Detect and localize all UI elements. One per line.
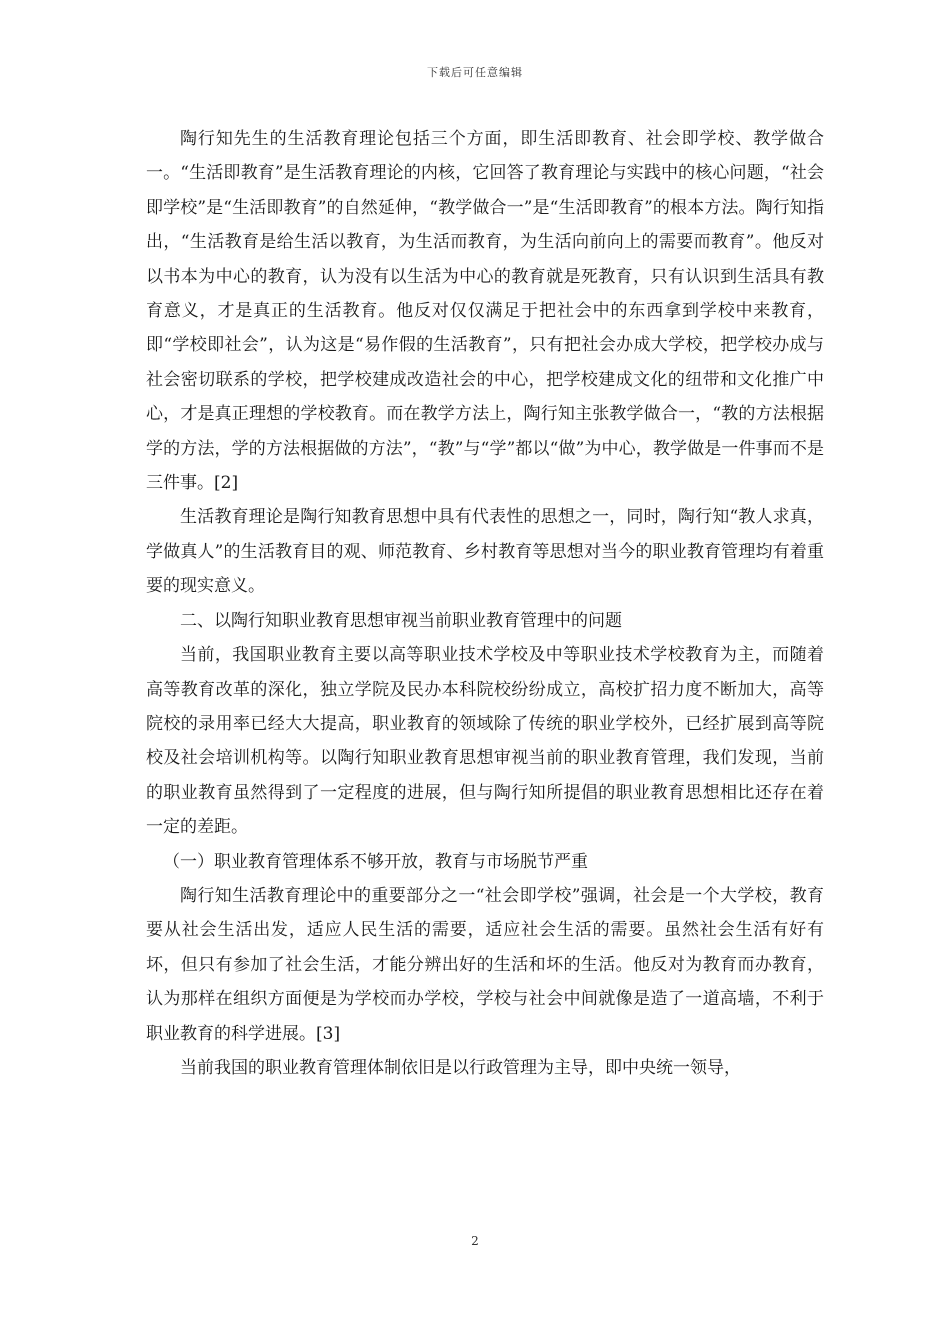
page-header: 下载后可任意编辑 — [427, 66, 523, 79]
paragraph-life-education-theory: 陶行知先生的生活教育理论包括三个方面，即生活即教育、社会即学校、教学做合一。“生活即教育”是生活教育理论的内核，它回答了教育理论与实践中的核心问题，“社会即学校”是“生活即教育”的自然延伸，“教学做合一”是“生活即教育”的根本方法。陶行知指出，“生活教育是给生活以教育，为生活而教育，为生活向前向上的需要而教育”。他反对以书本为中心的教育，认为没有以生活为中心的教育就是死教育，只有认识到生活具有教育意义，才是真正的生活教育。他反对仅仅满足于把社会中的东西拿到学校中来教育，即“学校即社会”，认为这是“易作假的生活教育”，只有把社会办成大学校，把学校办成与社会密切联系的学校，把学校建成改造社会的中心，把学校建成文化的纽带和文化推广中心，才是真正理想的学校教育。而在教学方法上，陶行知主张教学做合一，“教的方法根据学的方法，学的方法根据做的方法”，“教”与“学”都以“做”为中心，教学做是一件事而不是三件事。[2] — [146, 129, 824, 494]
paragraph-management-system: 当前我国的职业教育管理体制依旧是以行政管理为主导，即中央统一领导， — [180, 1057, 741, 1078]
paragraph-current-situation: 当前，我国职业教育主要以高等职业技术学校及中等职业技术学校教育为主，而随着高等教育改革的深化，独立学院及民办本科院校纷纷成立，高校扩招力度不断加大，高等院校的录用率已经大大提高，职业教育的领域除了传统的职业学校外，已经扩展到高等院校及社会培训机构等。以陶行知职业教育思想审视当前的职业教育管理，我们发现，当前的职业教育虽然得到了一定程度的进展，但与陶行知所提倡的职业教育思想相比还存在着一定的差距。 — [146, 645, 824, 838]
document-body — [146, 122, 824, 1085]
page-number: 2 — [471, 1234, 479, 1248]
paragraph-significance: 生活教育理论是陶行知教育思想中具有代表性的思想之一，同时，陶行知“教人求真，学做真人”的生活教育目的观、师范教育、乡村教育等思想对当今的职业教育管理均有着重要的现实意义。 — [146, 507, 824, 597]
section-heading: 二、以陶行知职业教育思想审视当前职业教育管理中的问题 — [180, 610, 622, 631]
subsection-heading: （一）职业教育管理体系不够开放，教育与市场脱节严重 — [163, 851, 588, 872]
paragraph-society-is-school: 陶行知生活教育理论中的重要部分之一“社会即学校”强调，社会是一个大学校，教育要从社会生活出发，适应人民生活的需要，适应社会生活的需要。虽然社会生活有好有坏，但只有参加了社会生活，才能分辨出好的生活和坏的生活。他反对为教育而办教育，认为那样在组织方面便是为学校而办学校，学校与社会中间就像是造了一道高墙，不利于职业教育的科学进展。[3] — [146, 885, 824, 1044]
